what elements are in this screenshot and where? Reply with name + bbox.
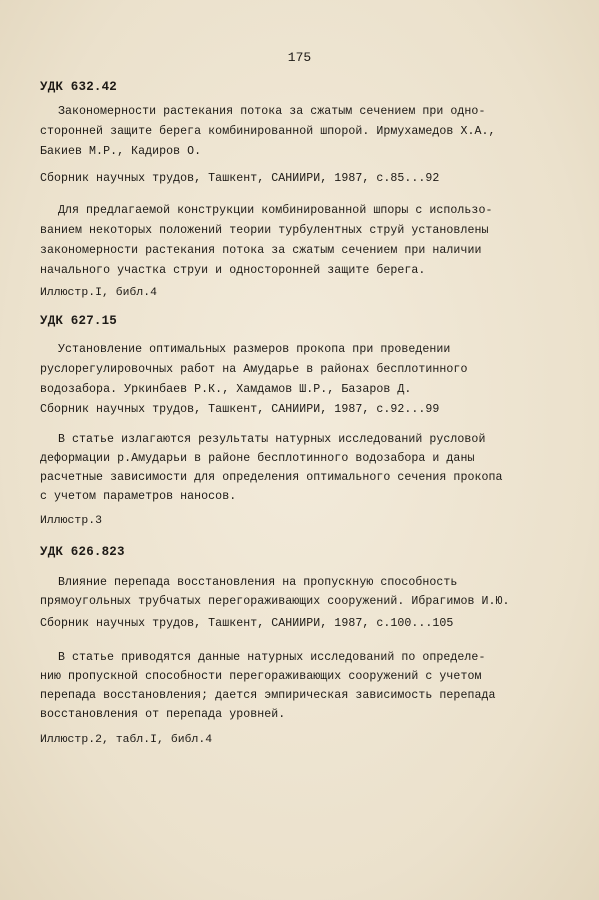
entry-illustrations: Иллюстр.I, библ.4 — [40, 287, 158, 299]
entry-abstract-line: восстановления от перепада уровней. — [40, 708, 286, 721]
entry-abstract-line: с учетом параметров наносов. — [40, 490, 237, 503]
entry-title-line: Влияние перепада восстановления на пропускную способность — [58, 576, 458, 589]
entry-source: Сборник научных трудов, Ташкент, САНИИРИ, 1987, с.100...105 — [40, 617, 454, 630]
entry-abstract-line: В статье излагаются результаты натурных исследований русловой — [58, 433, 486, 446]
udc-code: УДК 627.15 — [40, 314, 118, 328]
entry-abstract-line: расчетные зависимости для определения оптимального сечения прокопа — [40, 471, 503, 484]
entry-illustrations: Иллюстр.2, табл.I, библ.4 — [40, 734, 213, 746]
entry-source: Сборник научных трудов, Ташкент, САНИИРИ, 1987, с.92...99 — [40, 403, 440, 416]
entry-title-line: Бакиев М.Р., Кадиров О. — [40, 145, 202, 158]
entry-illustrations: Иллюстр.3 — [40, 515, 102, 527]
entry-title-line: руслорегулировочных работ на Амударье в районах бесплотинного — [40, 363, 468, 376]
entry-title-line: прямоугольных трубчатых перегораживающих сооружений. Ибрагимов И.Ю. — [40, 595, 510, 608]
entry-abstract-line: ванием некоторых положений теории турбулентных струй установлены — [40, 224, 489, 237]
udc-code: УДК 626.823 — [40, 545, 125, 559]
entry-source: Сборник научных трудов, Ташкент, САНИИРИ, 1987, с.85...92 — [40, 172, 440, 185]
page-number: 175 — [287, 50, 312, 65]
entry-title-line: сторонней защите берега комбинированной шпорой. Ирмухамедов Х.А., — [40, 125, 496, 138]
entry-abstract-line: деформации р.Амударьи в районе бесплотинного водозабора и даны — [40, 452, 475, 465]
udc-code: УДК 632.42 — [40, 80, 118, 94]
entry-abstract-line: закономерности растекания потока за сжатым сечением при наличии — [40, 244, 482, 257]
entry-abstract-line: начального участка струи и односторонней защите берега. — [40, 264, 426, 277]
entry-title-line: водозабора. Уркинбаев Р.К., Хамдамов Ш.Р., Базаров Д. — [40, 383, 412, 396]
entry-title-line: Закономерности растекания потока за сжатым сечением при одно- — [58, 105, 486, 118]
entry-abstract-line: нию пропускной способности перегораживающих сооружений с учетом — [40, 670, 482, 683]
entry-abstract-line: перепада восстановления; дается эмпирическая зависимость перепада — [40, 689, 496, 702]
entry-abstract-line: В статье приводятся данные натурных исследований по определе- — [58, 651, 486, 664]
entry-title-line: Установление оптимальных размеров прокопа при проведении — [58, 343, 451, 356]
entry-abstract-line: Для предлагаемой конструкции комбинированной шпоры с использо- — [58, 204, 493, 217]
